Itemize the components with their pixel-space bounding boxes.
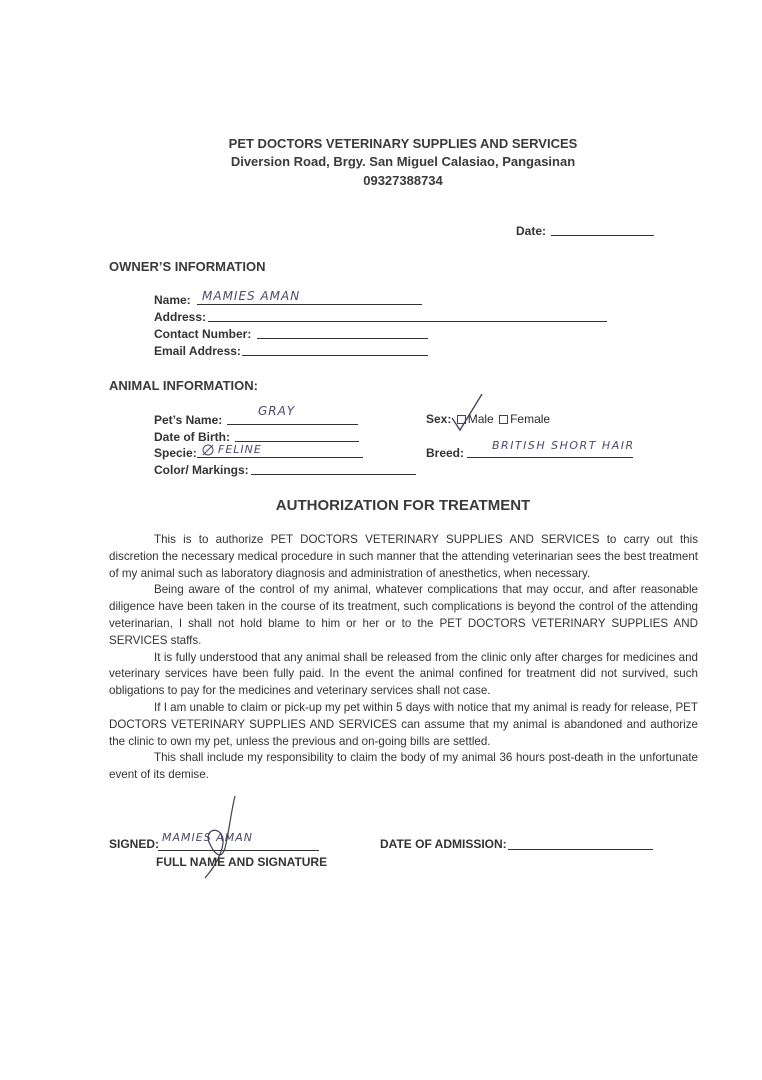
dob-label: Date of Birth: xyxy=(154,430,230,444)
female-checkbox[interactable] xyxy=(499,415,508,424)
signed-value: MAMIES AMAN xyxy=(162,831,253,844)
authorization-title: AUTHORIZATION FOR TREATMENT xyxy=(275,497,531,514)
specie-strike-mark xyxy=(201,443,215,457)
pet-name-label: Pet’s Name: xyxy=(154,413,223,427)
clinic-name: PET DOCTORS VETERINARY SUPPLIES AND SERVICES xyxy=(228,136,578,151)
sex-field xyxy=(426,412,550,426)
authorization-paragraph: Being aware of the control of my animal, whatever complications that may occur, and after reasonable diligence have been taken in the course of its treatment, such complications is beyond the control of the attending veterinarian, I shall not hold blame to him or her or to the PET DOCTORS VETERINARY SUPPLIES AND SERVICES staffs. xyxy=(109,583,698,647)
color-line[interactable] xyxy=(251,474,416,475)
color-label: Color/ Markings: xyxy=(154,463,249,477)
animal-section-title: ANIMAL INFORMATION: xyxy=(109,378,258,393)
male-check-mark xyxy=(448,390,488,434)
authorization-paragraph: This is to authorize PET DOCTORS VETERINARY SUPPLIES AND SERVICES to carry out this discretion the necessary medical procedure in such manner that the attending veterinarian sees the best treatment of my animal such as laboratory diagnosis and administration of anesthetics, when necessary. xyxy=(109,533,698,580)
owner-email-line[interactable] xyxy=(242,355,428,356)
breed-label: Breed: xyxy=(426,446,465,460)
owner-email-label: Email Address: xyxy=(154,344,241,358)
signed-label: SIGNED: xyxy=(109,837,160,851)
specie-line[interactable] xyxy=(197,457,363,458)
breed-value: BRITISH SHORT HAIR xyxy=(492,439,635,452)
full-name-label: FULL NAME AND SIGNATURE xyxy=(156,855,328,869)
clinic-address: Diversion Road, Brgy. San Miguel Calasiao, Pangasinan xyxy=(230,154,576,169)
owner-contact-label: Contact Number: xyxy=(154,327,252,341)
male-label: Male xyxy=(467,412,494,426)
dob-line[interactable] xyxy=(235,441,359,442)
authorization-paragraph: If I am unable to claim or pick-up my pet within 5 days with notice that my animal is ready for release, PET DOCTORS VETERINARY SUPPLIES AND SERVICES can assume that my animal is abandoned and authorize the clinic to own my pet, unless the previous and on-going bills are settled. xyxy=(109,700,698,748)
pet-name-line[interactable] xyxy=(227,424,358,425)
authorization-body xyxy=(109,532,698,784)
date-field-line[interactable] xyxy=(551,235,654,236)
admission-label: DATE OF ADMISSION: xyxy=(380,837,507,851)
owner-address-label: Address: xyxy=(154,310,207,324)
owner-name-value: MAMIES AMAN xyxy=(202,289,301,303)
authorization-paragraph: It is fully understood that any animal shall be released from the clinic only after charges for medicines and veterinary services have been fully paid. In the event the animal confined for treatment did not survived, such obligations to pay for the medicines and veterinary services shall not case. xyxy=(109,650,698,698)
breed-line[interactable] xyxy=(467,457,633,458)
owner-name-line[interactable] xyxy=(197,304,422,305)
owner-section-title: OWNER’S INFORMATION xyxy=(109,259,266,274)
date-label: Date: xyxy=(516,224,547,238)
authorization-paragraph: This shall include my responsibility to claim the body of my animal 36 hours post-death in the unfortunate event of its demise. xyxy=(109,751,698,782)
specie-label: Specie: xyxy=(154,446,197,460)
clinic-phone: 09327388734 xyxy=(363,173,443,188)
female-label: Female xyxy=(510,412,551,426)
owner-name-label: Name: xyxy=(154,293,191,307)
sex-label: Sex: xyxy=(426,412,452,426)
admission-line[interactable] xyxy=(508,849,653,850)
pet-name-value: GRAY xyxy=(258,404,296,418)
specie-value: FELINE xyxy=(218,443,262,456)
owner-address-line[interactable] xyxy=(208,321,607,322)
owner-contact-line[interactable] xyxy=(257,338,428,339)
